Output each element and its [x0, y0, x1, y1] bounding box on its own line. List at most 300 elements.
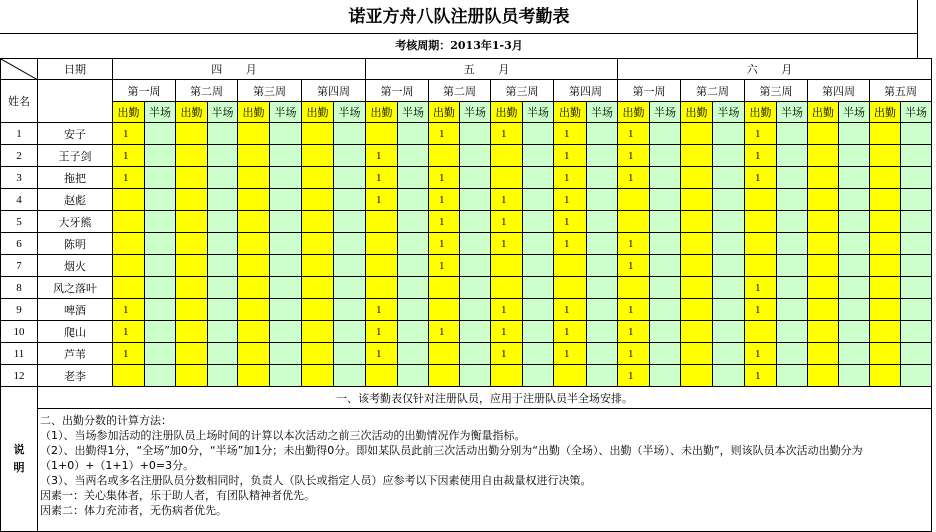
- attend-cell: 1: [429, 255, 460, 277]
- attend-cell: 1: [745, 123, 777, 145]
- half-cell: [713, 255, 745, 277]
- half-cell: [777, 321, 808, 343]
- half-cell: [460, 365, 491, 387]
- attend-cell: 1: [745, 277, 777, 299]
- attend-cell: 1: [491, 189, 523, 211]
- half-cell: [270, 211, 302, 233]
- half-cell: [839, 145, 870, 167]
- half-cell: [208, 167, 238, 189]
- half-cell: [839, 343, 870, 365]
- half-cell: [901, 123, 932, 145]
- week-header: 第五周: [870, 80, 932, 102]
- attend-cell: [366, 211, 398, 233]
- half-cell: [650, 211, 681, 233]
- attend-cell: [238, 211, 270, 233]
- half-cell: [777, 299, 808, 321]
- attend-cell: 1: [554, 123, 587, 145]
- attend-cell: [113, 189, 145, 211]
- attend-cell: 1: [554, 189, 587, 211]
- week-header: 第三周: [745, 80, 808, 102]
- attend-cell: [238, 145, 270, 167]
- row-number: 7: [1, 255, 38, 277]
- attend-cell: [366, 365, 398, 387]
- half-cell: [145, 167, 176, 189]
- attend-subheader: 出勤: [366, 102, 398, 123]
- attend-cell: 1: [366, 145, 398, 167]
- attend-cell: 1: [113, 343, 145, 365]
- attend-cell: 1: [618, 321, 650, 343]
- attend-subheader: 出勤: [554, 102, 587, 123]
- half-cell: [398, 321, 429, 343]
- half-cell: [270, 277, 302, 299]
- attend-cell: [238, 167, 270, 189]
- row-number: 10: [1, 321, 38, 343]
- table-row: [1, 277, 932, 299]
- attend-subheader: 出勤: [491, 102, 523, 123]
- half-cell: [208, 145, 238, 167]
- name-label: 姓名: [1, 80, 38, 123]
- member-name: 赵彪: [38, 189, 113, 211]
- half-subheader: 半场: [460, 102, 491, 123]
- half-cell: [334, 167, 366, 189]
- half-cell: [208, 277, 238, 299]
- member-name: 爬山: [38, 321, 113, 343]
- attend-cell: [238, 189, 270, 211]
- half-cell: [523, 211, 554, 233]
- member-name: 啤酒: [38, 299, 113, 321]
- attend-cell: 1: [113, 123, 145, 145]
- attend-subheader: 出勤: [745, 102, 777, 123]
- half-subheader: 半场: [650, 102, 681, 123]
- attend-cell: [870, 123, 901, 145]
- attend-cell: 1: [113, 321, 145, 343]
- half-cell: [650, 123, 681, 145]
- half-cell: [839, 255, 870, 277]
- half-cell: [460, 123, 491, 145]
- half-cell: [523, 277, 554, 299]
- attend-cell: [238, 277, 270, 299]
- half-cell: [460, 211, 491, 233]
- attend-cell: 1: [554, 167, 587, 189]
- half-cell: [460, 299, 491, 321]
- attend-cell: 1: [366, 343, 398, 365]
- attend-cell: [176, 321, 208, 343]
- attend-cell: [302, 321, 334, 343]
- half-cell: [713, 145, 745, 167]
- half-cell: [523, 343, 554, 365]
- half-cell: [901, 145, 932, 167]
- attend-cell: [429, 277, 460, 299]
- half-cell: [145, 365, 176, 387]
- attend-cell: [870, 189, 901, 211]
- attend-cell: [429, 365, 460, 387]
- half-cell: [650, 233, 681, 255]
- month-header: 六 月: [618, 59, 932, 80]
- attend-cell: [870, 233, 901, 255]
- attend-cell: [238, 233, 270, 255]
- half-cell: [334, 189, 366, 211]
- attend-cell: [870, 365, 901, 387]
- half-cell: [270, 255, 302, 277]
- half-cell: [523, 255, 554, 277]
- note-line: （3）、当两名或多名注册队员分数相同时，负责人（队长或指定人员）应参考以下因素使用自由裁量权进行决策。: [40, 474, 592, 487]
- attend-cell: 1: [618, 233, 650, 255]
- half-cell: [145, 233, 176, 255]
- attend-cell: 1: [491, 343, 523, 365]
- attend-cell: [491, 167, 523, 189]
- half-cell: [208, 233, 238, 255]
- attend-cell: [302, 255, 334, 277]
- half-cell: [460, 277, 491, 299]
- half-cell: [587, 211, 618, 233]
- half-cell: [523, 233, 554, 255]
- attend-cell: [302, 277, 334, 299]
- half-cell: [713, 167, 745, 189]
- half-cell: [650, 365, 681, 387]
- notes-side-text: 说明: [13, 443, 25, 474]
- row-number: 8: [1, 277, 38, 299]
- attend-cell: [302, 211, 334, 233]
- half-cell: [901, 277, 932, 299]
- attend-cell: [176, 255, 208, 277]
- week-header: 第二周: [429, 80, 491, 102]
- half-cell: [208, 365, 238, 387]
- attend-cell: 1: [491, 299, 523, 321]
- attend-cell: [870, 343, 901, 365]
- attend-cell: [302, 233, 334, 255]
- half-cell: [650, 321, 681, 343]
- table-row: [1, 343, 932, 365]
- row-number: 6: [1, 233, 38, 255]
- attend-cell: [618, 277, 650, 299]
- table-row: [1, 299, 932, 321]
- half-cell: [587, 321, 618, 343]
- attend-cell: [681, 255, 713, 277]
- attend-cell: [870, 167, 901, 189]
- half-cell: [587, 299, 618, 321]
- attend-cell: 1: [618, 365, 650, 387]
- note-line: （2）、出勤得1分，“全场”加0分，“半场”加1分；未出勤得0分。即如某队员此前三次活动出勤分别为“出勤（全场）、出勤（半场）、未出勤”，则该队员本次活动出勤分为（1+0）+（1+1）+0=3分。: [40, 444, 863, 472]
- row-number: 5: [1, 211, 38, 233]
- attend-cell: [808, 145, 839, 167]
- row-number: 4: [1, 189, 38, 211]
- member-name: 烟火: [38, 255, 113, 277]
- attend-cell: [808, 365, 839, 387]
- attend-cell: [366, 233, 398, 255]
- member-name: 王子剑: [38, 145, 113, 167]
- half-cell: [334, 255, 366, 277]
- week-header: 第二周: [176, 80, 238, 102]
- attend-cell: 1: [113, 145, 145, 167]
- row-number: 3: [1, 167, 38, 189]
- week-header: 第二周: [681, 80, 745, 102]
- attend-subheader: 出勤: [429, 102, 460, 123]
- attend-cell: 1: [429, 189, 460, 211]
- half-cell: [145, 145, 176, 167]
- half-cell: [839, 233, 870, 255]
- half-cell: [523, 365, 554, 387]
- table-row: [1, 123, 932, 145]
- attend-cell: [808, 167, 839, 189]
- half-cell: [145, 123, 176, 145]
- half-cell: [713, 321, 745, 343]
- attend-subheader: 出勤: [870, 102, 901, 123]
- attend-cell: [870, 277, 901, 299]
- attend-cell: 1: [429, 321, 460, 343]
- half-cell: [334, 277, 366, 299]
- attend-cell: [238, 365, 270, 387]
- attend-cell: [491, 145, 523, 167]
- half-cell: [334, 211, 366, 233]
- half-cell: [587, 123, 618, 145]
- half-cell: [270, 123, 302, 145]
- half-cell: [398, 145, 429, 167]
- note-line: （1）、当场参加活动的注册队员上场时间的计算以本次活动之前三次活动的出勤情况作为衡量指标。: [40, 429, 526, 442]
- attend-cell: [176, 145, 208, 167]
- attend-cell: 1: [618, 299, 650, 321]
- half-cell: [334, 321, 366, 343]
- attend-cell: [366, 255, 398, 277]
- half-cell: [839, 321, 870, 343]
- attend-cell: [681, 277, 713, 299]
- half-cell: [398, 255, 429, 277]
- note-line: 因素一：关心集体者，乐于助人者，有团队精神者优先。: [40, 489, 315, 502]
- attend-cell: [176, 299, 208, 321]
- attend-cell: 1: [618, 255, 650, 277]
- attend-cell: 1: [745, 145, 777, 167]
- week-header: 第一周: [366, 80, 429, 102]
- attend-cell: 1: [491, 233, 523, 255]
- attend-cell: [176, 233, 208, 255]
- attend-cell: [491, 277, 523, 299]
- half-cell: [901, 211, 932, 233]
- half-cell: [839, 365, 870, 387]
- half-cell: [901, 255, 932, 277]
- half-cell: [523, 123, 554, 145]
- name-header-spacer: [38, 80, 113, 123]
- attend-cell: [745, 321, 777, 343]
- half-cell: [901, 299, 932, 321]
- half-cell: [460, 343, 491, 365]
- member-name: 拖把: [38, 167, 113, 189]
- note-line-1: 一、该考勤表仅针对注册队员，应用于注册队员半全场安排。: [38, 387, 932, 409]
- table-row: [1, 189, 932, 211]
- row-number: 2: [1, 145, 38, 167]
- half-cell: [208, 255, 238, 277]
- attend-cell: 1: [366, 321, 398, 343]
- half-cell: [713, 211, 745, 233]
- attend-cell: 1: [618, 167, 650, 189]
- table-row: [1, 167, 932, 189]
- attend-cell: [238, 343, 270, 365]
- attend-cell: 1: [618, 145, 650, 167]
- notes-side-label: [1, 387, 38, 532]
- attend-cell: [429, 343, 460, 365]
- table-row: [1, 365, 932, 387]
- attend-cell: [870, 321, 901, 343]
- half-cell: [460, 255, 491, 277]
- half-cell: [650, 277, 681, 299]
- attend-cell: [302, 365, 334, 387]
- half-cell: [145, 299, 176, 321]
- attend-cell: [808, 233, 839, 255]
- half-cell: [901, 189, 932, 211]
- member-name: 老李: [38, 365, 113, 387]
- half-cell: [145, 321, 176, 343]
- attend-subheader: 出勤: [302, 102, 334, 123]
- attend-cell: [238, 321, 270, 343]
- attend-cell: [176, 343, 208, 365]
- half-subheader: 半场: [713, 102, 745, 123]
- attend-cell: [681, 365, 713, 387]
- half-cell: [650, 189, 681, 211]
- table-row: [1, 321, 932, 343]
- attend-cell: [618, 211, 650, 233]
- half-cell: [334, 365, 366, 387]
- half-cell: [777, 365, 808, 387]
- attend-cell: [745, 233, 777, 255]
- attend-cell: 1: [429, 167, 460, 189]
- half-cell: [839, 189, 870, 211]
- half-cell: [460, 233, 491, 255]
- half-subheader: 半场: [587, 102, 618, 123]
- half-cell: [650, 167, 681, 189]
- attend-cell: 1: [491, 321, 523, 343]
- attend-cell: [302, 123, 334, 145]
- attend-cell: [681, 321, 713, 343]
- half-cell: [777, 145, 808, 167]
- attend-cell: [176, 365, 208, 387]
- week-header: 第四周: [808, 80, 870, 102]
- half-subheader: 半场: [523, 102, 554, 123]
- attend-cell: [302, 145, 334, 167]
- half-cell: [713, 343, 745, 365]
- diagonal-line: [1, 59, 38, 80]
- attend-cell: [870, 299, 901, 321]
- week-header: 第三周: [238, 80, 302, 102]
- half-cell: [587, 343, 618, 365]
- attend-cell: [176, 211, 208, 233]
- attend-cell: [745, 189, 777, 211]
- attend-cell: [302, 299, 334, 321]
- attend-cell: [113, 277, 145, 299]
- half-cell: [398, 211, 429, 233]
- half-cell: [334, 145, 366, 167]
- attend-cell: 1: [554, 321, 587, 343]
- attend-subheader: 出勤: [681, 102, 713, 123]
- member-name: 安子: [38, 123, 113, 145]
- half-cell: [650, 343, 681, 365]
- attend-cell: [808, 299, 839, 321]
- attend-subheader: 出勤: [176, 102, 208, 123]
- half-cell: [777, 123, 808, 145]
- attend-cell: [113, 365, 145, 387]
- attend-cell: [238, 123, 270, 145]
- half-cell: [587, 255, 618, 277]
- attend-cell: 1: [366, 189, 398, 211]
- attend-cell: [491, 255, 523, 277]
- week-header: 第四周: [554, 80, 618, 102]
- half-cell: [460, 167, 491, 189]
- attend-cell: [176, 189, 208, 211]
- half-cell: [587, 365, 618, 387]
- half-cell: [587, 167, 618, 189]
- half-cell: [777, 343, 808, 365]
- attend-cell: [681, 167, 713, 189]
- half-cell: [777, 233, 808, 255]
- attend-cell: 1: [554, 211, 587, 233]
- half-cell: [398, 167, 429, 189]
- attend-cell: [429, 299, 460, 321]
- attend-cell: [238, 255, 270, 277]
- half-cell: [270, 365, 302, 387]
- table-row: [1, 233, 932, 255]
- member-name: 大牙熊: [38, 211, 113, 233]
- attend-cell: [176, 277, 208, 299]
- half-cell: [839, 123, 870, 145]
- attend-cell: 1: [745, 343, 777, 365]
- half-cell: [777, 277, 808, 299]
- half-cell: [777, 167, 808, 189]
- half-cell: [587, 145, 618, 167]
- half-subheader: 半场: [777, 102, 808, 123]
- half-cell: [777, 211, 808, 233]
- half-subheader: 半场: [839, 102, 870, 123]
- attend-cell: [808, 123, 839, 145]
- half-cell: [523, 167, 554, 189]
- attend-cell: 1: [113, 167, 145, 189]
- half-cell: [901, 233, 932, 255]
- half-cell: [334, 299, 366, 321]
- half-cell: [839, 167, 870, 189]
- attend-cell: [429, 145, 460, 167]
- half-cell: [270, 299, 302, 321]
- week-header: 第四周: [302, 80, 366, 102]
- table-row: [1, 145, 932, 167]
- date-label: 日期: [38, 59, 113, 80]
- attend-subheader: 出勤: [238, 102, 270, 123]
- attend-cell: 1: [491, 211, 523, 233]
- half-cell: [713, 365, 745, 387]
- half-cell: [713, 123, 745, 145]
- attend-cell: [113, 255, 145, 277]
- half-cell: [334, 343, 366, 365]
- attend-cell: [808, 189, 839, 211]
- half-cell: [713, 299, 745, 321]
- half-cell: [145, 189, 176, 211]
- half-cell: [334, 233, 366, 255]
- half-subheader: 半场: [334, 102, 366, 123]
- half-cell: [270, 321, 302, 343]
- attend-cell: [681, 145, 713, 167]
- attend-cell: 1: [366, 299, 398, 321]
- half-subheader: 半场: [145, 102, 176, 123]
- half-cell: [145, 255, 176, 277]
- half-cell: [208, 321, 238, 343]
- half-cell: [208, 211, 238, 233]
- attend-cell: [113, 233, 145, 255]
- attend-cell: [302, 343, 334, 365]
- attend-cell: [745, 255, 777, 277]
- half-cell: [208, 189, 238, 211]
- assessment-period: 考核周期：2013年1-3月: [395, 39, 523, 52]
- half-cell: [208, 343, 238, 365]
- attend-cell: [745, 211, 777, 233]
- half-cell: [901, 321, 932, 343]
- attendance-table: [0, 58, 932, 532]
- member-name: 风之落叶: [38, 277, 113, 299]
- attend-cell: [808, 277, 839, 299]
